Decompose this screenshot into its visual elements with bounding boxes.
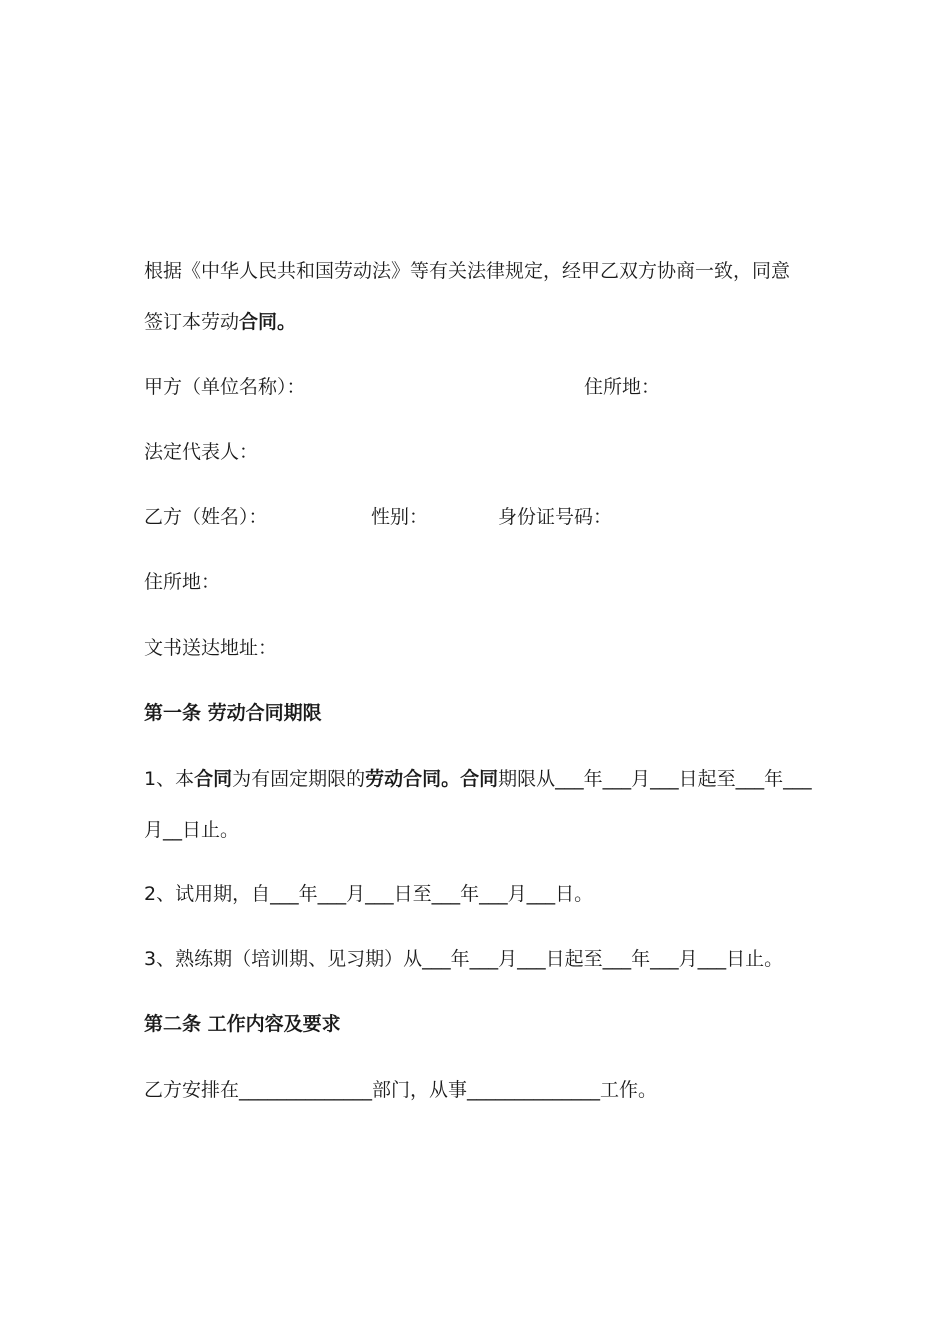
article-1-item-1-bold: 合同	[194, 768, 233, 790]
article-1-item-1-part: 1、本	[144, 768, 195, 790]
party-a-address-label: 住所地：	[584, 376, 661, 398]
party-a-legal-rep-label: 法定代表人：	[144, 441, 259, 463]
party-b-id-label: 身份证号码：	[498, 506, 613, 528]
article-1-item-1-part: 期限从___年___月___日起至___年___	[498, 768, 812, 790]
party-a-name-label: 甲方（单位名称）：	[144, 376, 306, 398]
intro-line-2-bold: 合同。	[239, 311, 297, 333]
article-1-item-1-bold: 合同	[460, 768, 499, 790]
article-1-item-1	[144, 766, 812, 792]
party-b-name-label: 乙方（姓名）：	[144, 506, 268, 528]
party-b-address-label: 住所地：	[144, 571, 221, 593]
article-2-line-1: 乙方安排在______________部门，从事______________工作。	[144, 1079, 658, 1101]
article-1-item-3: 3、熟练期（培训期、见习期）从___年___月___日起至___年___月___日止。	[144, 948, 784, 970]
article-1-item-1-line-2: 月__日止。	[144, 819, 240, 841]
intro-line-2	[144, 309, 296, 335]
article-1-title: 第一条 劳动合同期限	[144, 702, 322, 724]
article-2-title: 第二条 工作内容及要求	[144, 1013, 341, 1035]
party-b-mail-address-label: 文书送达地址：	[144, 637, 278, 659]
party-b-gender-label: 性别：	[371, 506, 429, 528]
article-1-item-2: 2、试用期，自___年___月___日至___年___月___日。	[144, 883, 594, 905]
intro-line-2-text: 签订本劳动	[144, 311, 240, 333]
article-1-item-1-bold: 劳动合同。	[365, 768, 461, 790]
intro-line-1: 根据《中华人民共和国劳动法》等有关法律规定，经甲乙双方协商一致，同意	[144, 260, 791, 282]
article-1-item-1-part: 为有固定期限的	[232, 768, 366, 790]
